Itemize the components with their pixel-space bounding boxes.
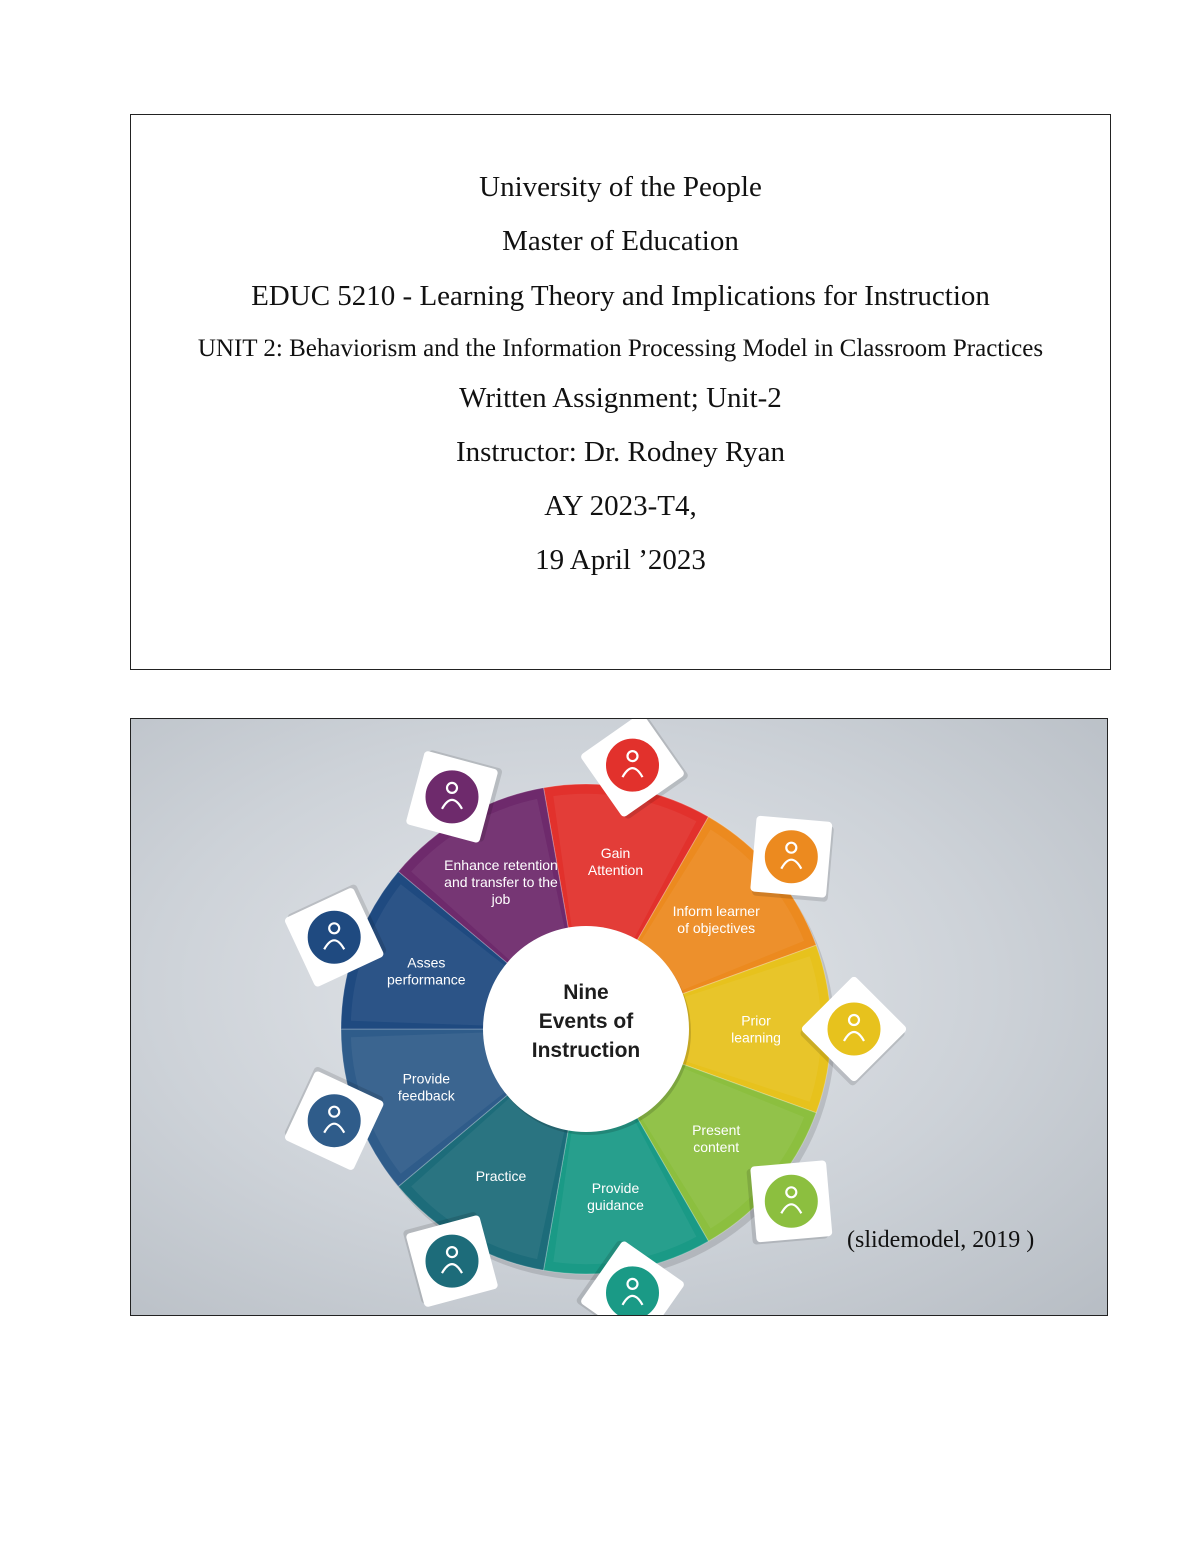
event-label: Prior xyxy=(741,1012,771,1029)
event-label: Enhance retention xyxy=(444,856,558,873)
lightbulb-head-icon xyxy=(750,816,834,902)
event-label: Practice xyxy=(475,1168,527,1185)
event-label: learning xyxy=(731,1029,781,1046)
assignment-title: Written Assignment; Unit-2 xyxy=(459,382,782,414)
academic-term: AY 2023-T4, xyxy=(544,490,697,522)
presentation-icon xyxy=(746,1160,832,1245)
event-label: Gain xyxy=(600,845,631,862)
event-label: feedback xyxy=(397,1087,455,1104)
event-label: and transfer to the xyxy=(444,873,558,890)
event-label: Asses xyxy=(407,954,446,971)
program-name: Master of Education xyxy=(502,225,739,257)
event-label: Attention xyxy=(587,862,644,879)
event-label: performance xyxy=(387,971,466,988)
center-title: Events of xyxy=(538,1010,634,1033)
event-label: Provide xyxy=(591,1179,640,1196)
title-block xyxy=(130,114,1111,670)
event-label: guidance xyxy=(587,1196,644,1213)
center-title: Nine xyxy=(563,981,609,1004)
center-title: Instruction xyxy=(531,1039,641,1062)
instructor-name: Instructor: Dr. Rodney Ryan xyxy=(455,436,786,468)
nine-events-figure xyxy=(130,718,1108,1316)
university-name: University of the People xyxy=(479,171,762,203)
event-label: job xyxy=(491,890,511,907)
event-label: Inform learner xyxy=(672,903,760,920)
event-label: content xyxy=(693,1138,740,1155)
submission-date: 19 April ’2023 xyxy=(535,544,706,576)
unit-title: UNIT 2: Behaviorism and the Information Processing Model in Classroom Practices xyxy=(197,335,1044,362)
event-label: Present xyxy=(692,1121,741,1138)
figure-citation: (slidemodel, 2019 ) xyxy=(847,1227,1035,1253)
event-label: Provide xyxy=(402,1070,451,1087)
course-title: EDUC 5210 - Learning Theory and Implications for Instruction xyxy=(251,280,990,312)
event-label: of objectives xyxy=(677,920,756,937)
